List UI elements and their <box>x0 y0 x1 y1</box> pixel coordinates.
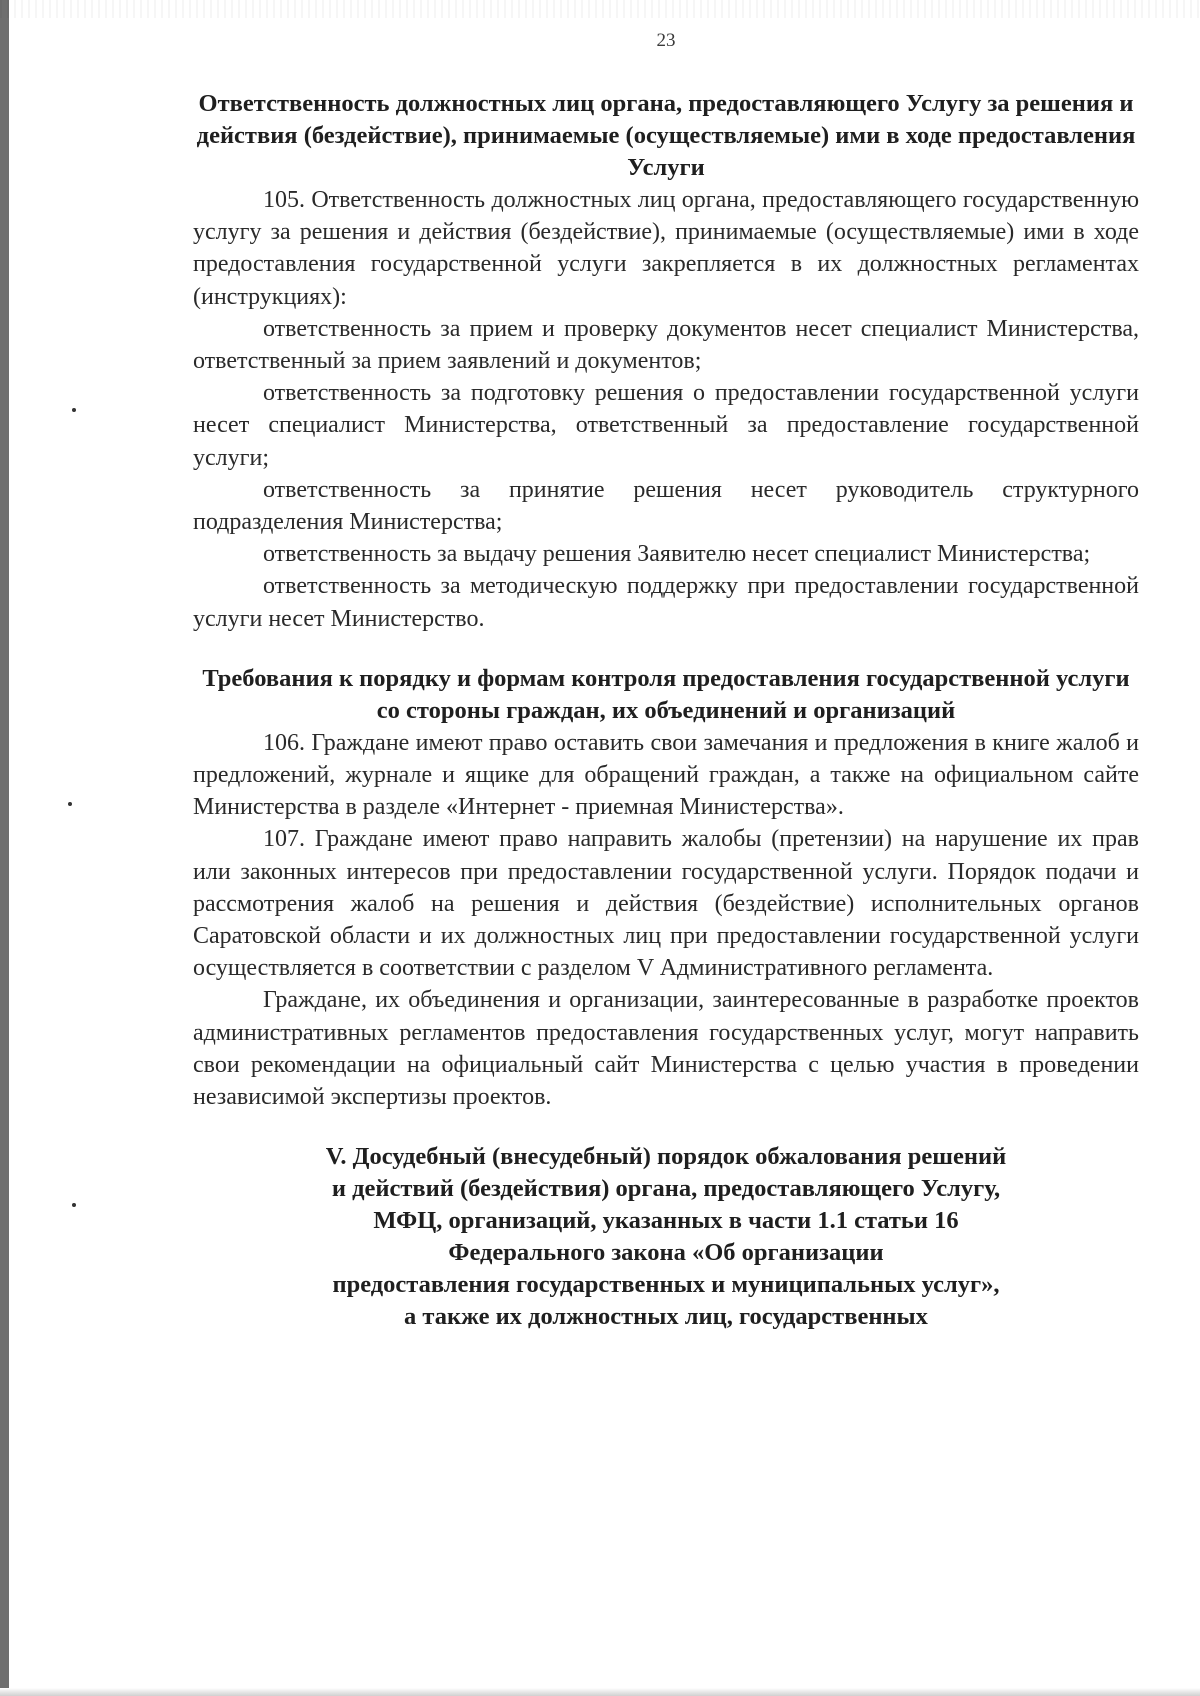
section-heading-line: а также их должностных лиц, государственных <box>404 1303 928 1331</box>
section-heading: Ответственность должностных лиц органа, предоставляющего Услугу за решения и действия (бездействие), принимаемые (осуществляемые) ими в ходе предоставления Услуги <box>196 90 1136 181</box>
paragraph: 105. Ответственность должностных лиц органа, предоставляющего государственную услугу за решения и действия (бездействие), принимаемые (осуществляемые) ими в ходе предоставления государственной услуги закрепляется в их должностных регламентах (инструкциях): <box>193 187 1139 310</box>
paragraph: ответственность за методическую поддержку при предоставлении государственной услуги несет Министерство. <box>193 573 1139 632</box>
document-page <box>193 30 1139 1333</box>
page-number: 23 <box>656 30 676 51</box>
scan-speck <box>72 1203 76 1207</box>
paragraph: ответственность за выдачу решения Заявителю несет специалист Министерства; <box>263 541 1091 568</box>
section-heading-line: Федерального закона «Об организации <box>448 1239 884 1267</box>
section-heading-line: V. Досудебный (внесудебный) порядок обжалования решений <box>325 1143 1007 1171</box>
paragraph: ответственность за прием и проверку документов несет специалист Министерства, ответственный за прием заявлений и документов; <box>193 315 1139 375</box>
scan-edge-bottom <box>0 1688 1200 1696</box>
paragraph: ответственность за принятие решения несет руководитель структурного подразделения Министерства; <box>193 476 1139 536</box>
scan-speck <box>72 408 76 412</box>
section-heading-line: и действий (бездействия) органа, предоставляющего Услугу, <box>331 1175 1001 1203</box>
section-responsibility <box>193 88 1139 635</box>
paragraph: ответственность за подготовку решения о предоставлении государственной услуги несет специалист Министерства, ответственный за предоставление государственной услуги; <box>193 380 1139 471</box>
section-control-requirements <box>193 663 1139 1113</box>
section-heading-line: МФЦ, организаций, указанных в части 1.1 статьи 16 <box>373 1207 959 1235</box>
paragraph: 106. Граждане имеют право оставить свои замечания и предложения в книге жалоб и предложений, журнале и ящике для обращений граждан, а также на официальном сайте Министерства в разделе «Интернет - приемная Министерства». <box>193 729 1139 821</box>
scan-edge <box>0 0 9 1696</box>
paragraph: 107. Граждане имеют право направить жалобы (претензии) на нарушение их прав или законных интересов при предоставлении государственной услуги. Порядок подачи и рассмотрения жалоб на решения и действия (бездействие) исполнительных органов Саратовской области и их должностных лиц при предоставлении государственной услуги осуществляется в соответствии с разделом V Административного регламента. <box>193 826 1139 982</box>
section-appeal-procedure <box>193 1141 1139 1333</box>
scan-speck <box>68 802 72 806</box>
scan-noise <box>0 0 1200 18</box>
paragraph: Граждане, их объединения и организации, заинтересованные в разработке проектов административных регламентов предоставления государственных услуг, могут направить свои рекомендации на официальный сайт Министерства с целью участия в проведении независимой экспертизы проектов. <box>193 987 1139 1111</box>
section-heading-line: предоставления государственных и муниципальных услуг», <box>332 1271 1000 1299</box>
section-heading: Требования к порядку и формам контроля предоставления государственной услуги со стороны граждан, их объединений и организаций <box>202 664 1130 724</box>
spacer <box>193 635 1139 663</box>
spacer <box>193 1113 1139 1141</box>
